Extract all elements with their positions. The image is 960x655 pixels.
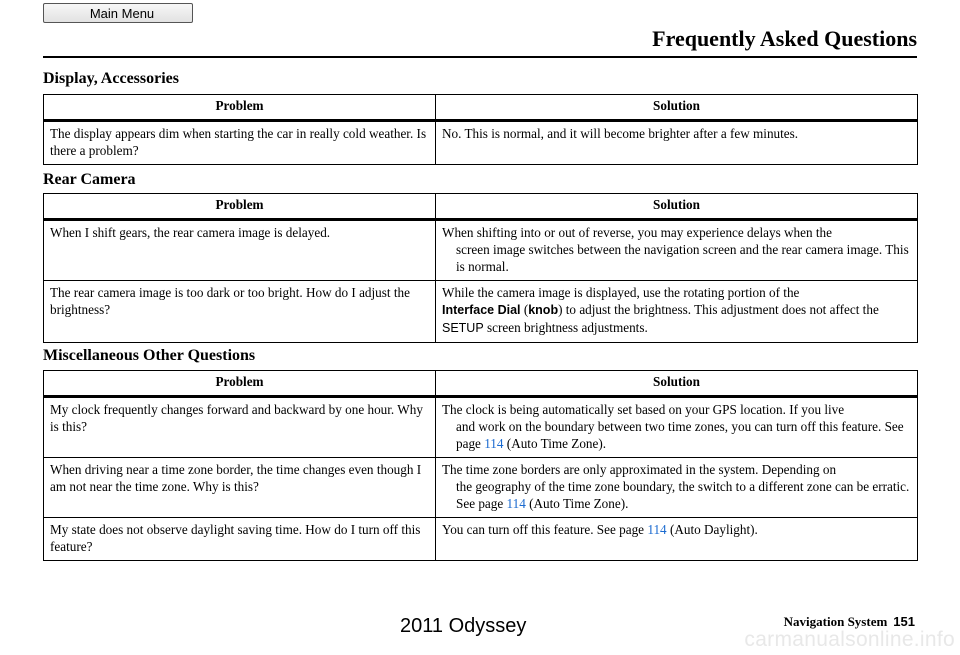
solution-text: The time zone borders are only approximated in the system. Depending on	[442, 462, 837, 477]
section-heading-misc: Miscellaneous Other Questions	[43, 347, 256, 364]
solution-text-continued: ) to adjust the brightness. This adjustment does not affect the	[558, 302, 879, 317]
solution-text: The clock is being automatically set based on your GPS location. If you live	[442, 402, 845, 417]
problem-cell: The display appears dim when starting the car in really cold weather. Is there a problem?	[44, 121, 436, 165]
page-link-114[interactable]: 114	[506, 496, 526, 511]
table-row	[44, 458, 918, 518]
solution-text-part: and work on the boundary between two time zones, you can turn off this feature. See page	[456, 419, 904, 451]
solution-text: While the camera image is displayed, use the rotating portion of the	[442, 285, 800, 300]
faq-table-rear-camera	[43, 193, 918, 343]
solution-cell	[436, 518, 918, 561]
table-row	[44, 121, 918, 165]
problem-cell: The rear camera image is too dark or too bright. How do I adjust the brightness?	[44, 281, 436, 343]
table-row	[44, 518, 918, 561]
page-link-114[interactable]: 114	[647, 522, 667, 537]
model-label: 2011 Odyssey	[400, 615, 527, 637]
solution-cell: No. This is normal, and it will become brighter after a few minutes.	[436, 121, 918, 165]
table-row	[44, 281, 918, 343]
solution-text-continued	[442, 418, 911, 452]
open-paren: (	[520, 302, 529, 317]
solution-text-part: the geography of the time zone boundary, the switch to a different zone can be erratic. See page	[456, 479, 910, 511]
solution-text-end: (Auto Daylight).	[666, 522, 758, 537]
setup-term: SETUP	[442, 321, 484, 335]
column-header-problem: Problem	[44, 194, 436, 220]
main-menu-button[interactable]: Main Menu	[43, 3, 193, 23]
page-number: 151	[893, 614, 915, 629]
solution-text: When shifting into or out of reverse, you may experience delays when the	[442, 225, 833, 240]
solution-text: You can turn off this feature. See page	[442, 522, 648, 537]
title-divider	[43, 56, 917, 58]
problem-cell: When driving near a time zone border, the time changes even though I am not near the time zone. Why is this?	[44, 458, 436, 518]
page-title: Frequently Asked Questions	[652, 26, 917, 51]
page-link-114[interactable]: 114	[484, 436, 504, 451]
column-header-solution: Solution	[436, 194, 918, 220]
table-row	[44, 220, 918, 281]
footer-section-label: Navigation System	[783, 614, 888, 629]
solution-text-end: (Auto Time Zone).	[525, 496, 629, 511]
knob-term: knob	[528, 303, 559, 317]
solution-text-end: (Auto Time Zone).	[503, 436, 607, 451]
interface-dial-term: Interface Dial	[442, 303, 521, 317]
solution-cell	[436, 397, 918, 458]
solution-text-continued	[442, 478, 911, 512]
column-header-problem: Problem	[44, 95, 436, 121]
solution-cell	[436, 281, 918, 343]
site-watermark: carmanualsonline.info	[744, 628, 955, 651]
section-heading-display: Display, Accessories	[43, 70, 179, 87]
section-heading-rear-camera: Rear Camera	[43, 171, 136, 188]
table-row	[44, 397, 918, 458]
solution-cell	[436, 458, 918, 518]
column-header-solution: Solution	[436, 95, 918, 121]
faq-table-misc	[43, 370, 918, 561]
solution-text-end: screen brightness adjustments.	[483, 320, 648, 335]
problem-cell: When I shift gears, the rear camera image is delayed.	[44, 220, 436, 281]
column-header-solution: Solution	[436, 371, 918, 397]
problem-cell: My state does not observe daylight saving time. How do I turn off this feature?	[44, 518, 436, 561]
faq-table-display	[43, 94, 918, 165]
column-header-problem: Problem	[44, 371, 436, 397]
solution-cell	[436, 220, 918, 281]
solution-text-continued: screen image switches between the navigation screen and the rear camera image. This is normal.	[456, 242, 909, 274]
problem-cell: My clock frequently changes forward and backward by one hour. Why is this?	[44, 397, 436, 458]
